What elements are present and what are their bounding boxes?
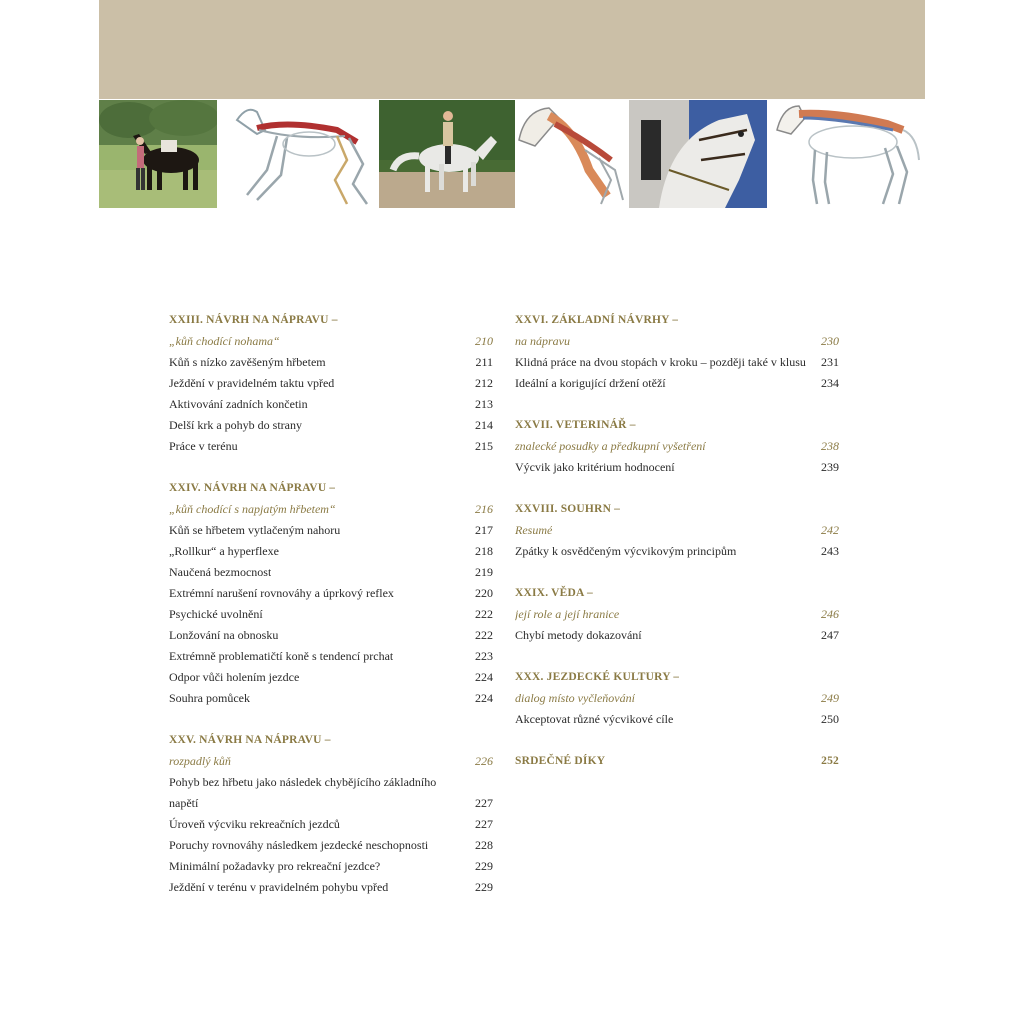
toc-entry[interactable] <box>169 772 493 814</box>
book-page <box>99 0 925 1024</box>
chapter-subtitle-row[interactable] <box>169 751 493 772</box>
anatomy-neck-muscles <box>515 100 629 208</box>
chapter-subtitle-row[interactable] <box>515 688 839 709</box>
entry-title: Kůň se hřbetem vytlačeným nahoru <box>169 523 341 537</box>
entry-title: Ježdění v pravidelném taktu vpřed <box>169 376 335 390</box>
page-number: 234 <box>821 376 839 390</box>
page-number: 243 <box>821 544 839 558</box>
chapter-subtitle: rozpadlý kůň <box>169 754 231 768</box>
page-number: 216 <box>475 502 493 516</box>
toc-entry[interactable] <box>169 604 493 625</box>
chapter-title: SRDEČNÉ DÍKY <box>515 755 606 767</box>
chapter-subtitle-row[interactable] <box>169 499 493 520</box>
chapter-subtitle-row[interactable] <box>515 436 839 457</box>
entry-title: Výcvik jako kritérium hodnocení <box>515 460 675 474</box>
toc-entry[interactable] <box>169 583 493 604</box>
toc-entry[interactable] <box>169 835 493 856</box>
chapter-title: XXIX. VĚDA – <box>515 587 593 599</box>
entry-title: Zpátky k osvědčeným výcvikovým principům <box>515 544 737 558</box>
page-number: 215 <box>475 439 493 453</box>
toc-entry[interactable] <box>515 541 839 562</box>
entry-title: Naučená bezmocnost <box>169 565 272 579</box>
page-number: 252 <box>821 755 839 767</box>
page-number: 224 <box>475 670 493 684</box>
chapter-heading <box>169 730 493 751</box>
chapter-subtitle: „kůň chodící nohama“ <box>169 334 280 348</box>
entry-title: Práce v terénu <box>169 439 238 453</box>
toc-entry[interactable] <box>169 688 493 709</box>
chapter-subtitle-row[interactable] <box>515 520 839 541</box>
chapter-subtitle: Resumé <box>515 523 553 537</box>
entry-title: Souhra pomůcek <box>169 691 250 705</box>
toc-section <box>515 499 839 562</box>
page-number: 250 <box>821 712 839 726</box>
page-number: 231 <box>821 355 839 369</box>
entry-title: Minimální požadavky pro rekreační jezdce? <box>169 859 381 873</box>
chapter-title: XXX. JEZDECKÉ KULTURY – <box>515 671 680 683</box>
page-number: 230 <box>821 334 839 348</box>
toc-entry[interactable] <box>515 709 839 730</box>
entry-title: Akceptovat různé výcvikové cíle <box>515 712 674 726</box>
page-number: 228 <box>475 838 493 852</box>
chapter-heading <box>169 478 493 499</box>
page-number: 214 <box>475 418 493 432</box>
chapter-heading <box>515 310 839 331</box>
page-number: 224 <box>475 691 493 705</box>
entry-title: Kůň s nízko zavěšeným hřbetem <box>169 355 326 369</box>
photo-grey-horse-head <box>629 100 767 208</box>
chapter-heading <box>515 415 839 436</box>
chapter-title: XXVIII. SOUHRN – <box>515 503 621 515</box>
chapter-heading <box>515 667 839 688</box>
page-number: 227 <box>475 817 493 831</box>
toc-entry[interactable] <box>515 352 839 373</box>
entry-title: Pohyb bez hřbetu jako následek chybějícího základního napětí <box>169 775 437 810</box>
page-number: 213 <box>475 397 493 411</box>
chapter-subtitle-row[interactable] <box>169 331 493 352</box>
entry-title: Ideální a korigující držení otěží <box>515 376 666 390</box>
toc-entry[interactable] <box>515 373 839 394</box>
toc-entry[interactable] <box>515 457 839 478</box>
toc-entry[interactable] <box>169 562 493 583</box>
page-number: 220 <box>475 586 493 600</box>
image-strip <box>99 100 925 208</box>
entry-title: Delší krk a pohyb do strany <box>169 418 302 432</box>
toc-entry[interactable] <box>169 436 493 457</box>
page-number: 222 <box>475 607 493 621</box>
chapter-subtitle: znalecké posudky a předkupní vyšetření <box>515 439 706 453</box>
page-number: 239 <box>821 460 839 474</box>
page-number: 217 <box>475 523 493 537</box>
page-number: 218 <box>475 544 493 558</box>
page-number: 226 <box>475 754 493 768</box>
page-number: 227 <box>475 796 493 810</box>
entry-title: Poruchy rovnováhy následkem jezdecké neschopnosti <box>169 838 429 852</box>
page-number: 229 <box>475 859 493 873</box>
photo-grey-horse-rider <box>379 100 515 208</box>
toc-entry[interactable] <box>169 814 493 835</box>
page-number: 238 <box>821 439 839 453</box>
toc-column-right <box>515 310 839 793</box>
anatomy-skeleton-rearing <box>217 100 379 208</box>
toc-entry[interactable] <box>169 352 493 373</box>
page-number: 247 <box>821 628 839 642</box>
toc-entry[interactable] <box>169 394 493 415</box>
page-number: 212 <box>475 376 493 390</box>
chapter-title: XXIV. NÁVRH NA NÁPRAVU – <box>169 482 336 494</box>
page-number: 246 <box>821 607 839 621</box>
anatomy-full-horse <box>767 100 925 208</box>
entry-title: Úroveň výcviku rekreačních jezdců <box>169 817 340 831</box>
entry-title: Extrémně problematičtí koně s tendencí prchat <box>169 649 394 663</box>
entry-title: Psychické uvolnění <box>169 607 263 621</box>
toc-section <box>515 415 839 478</box>
page-number: 223 <box>475 649 493 663</box>
toc-entry[interactable] <box>169 667 493 688</box>
chapter-heading <box>515 751 839 772</box>
toc-entry[interactable] <box>515 625 839 646</box>
toc-entry[interactable] <box>169 373 493 394</box>
toc-section <box>515 667 839 730</box>
toc-entry[interactable] <box>169 415 493 436</box>
header-color-band <box>99 0 925 99</box>
toc-entry[interactable] <box>169 877 493 898</box>
toc-entry[interactable] <box>169 520 493 541</box>
chapter-subtitle: dialog místo vyčleňování <box>515 691 635 705</box>
chapter-subtitle: její role a její hranice <box>515 607 620 621</box>
entry-title: Extrémní narušení rovnováhy a úprkový reflex <box>169 586 394 600</box>
toc-section <box>169 730 493 898</box>
entry-title: Ježdění v terénu v pravidelném pohybu vpřed <box>169 880 389 894</box>
toc-section <box>515 583 839 646</box>
entry-title: Chybí metody dokazování <box>515 628 642 642</box>
chapter-title: XXVI. ZÁKLADNÍ NÁVRHY – <box>515 314 679 326</box>
photo-horse-paddock <box>99 100 217 208</box>
page-number: 210 <box>475 334 493 348</box>
page-number: 242 <box>821 523 839 537</box>
entry-title: Aktivování zadních končetin <box>169 397 308 411</box>
page-number: 249 <box>821 691 839 705</box>
chapter-title: XXIII. NÁVRH NA NÁPRAVU – <box>169 314 338 326</box>
chapter-heading <box>515 583 839 604</box>
page-number: 229 <box>475 880 493 894</box>
chapter-subtitle: „kůň chodící s napjatým hřbetem“ <box>169 502 336 516</box>
toc-section <box>169 478 493 709</box>
entry-title: Lonžování na obnosku <box>169 628 279 642</box>
toc-section <box>515 310 839 394</box>
page-number: 219 <box>475 565 493 579</box>
toc-section <box>515 751 839 772</box>
chapter-heading <box>169 310 493 331</box>
entry-title: „Rollkur“ a hyperflexe <box>169 544 279 558</box>
page-number: 211 <box>475 355 493 369</box>
toc-entry[interactable] <box>169 856 493 877</box>
chapter-subtitle-row[interactable] <box>515 604 839 625</box>
page-number: 222 <box>475 628 493 642</box>
entry-title: Odpor vůči holením jezdce <box>169 670 300 684</box>
toc-column-left <box>169 310 493 919</box>
chapter-title: XXVII. VETERINÁŘ – <box>515 419 636 431</box>
toc-entry[interactable] <box>169 646 493 667</box>
chapter-heading <box>515 499 839 520</box>
toc-section <box>169 310 493 457</box>
entry-title: Klidná práce na dvou stopách v kroku – později také v klusu <box>515 355 806 369</box>
toc-entry[interactable] <box>169 625 493 646</box>
toc-entry[interactable] <box>169 541 493 562</box>
chapter-title: XXV. NÁVRH NA NÁPRAVU – <box>169 734 331 746</box>
chapter-subtitle: na nápravu <box>515 334 570 348</box>
chapter-subtitle-row[interactable] <box>515 331 839 352</box>
